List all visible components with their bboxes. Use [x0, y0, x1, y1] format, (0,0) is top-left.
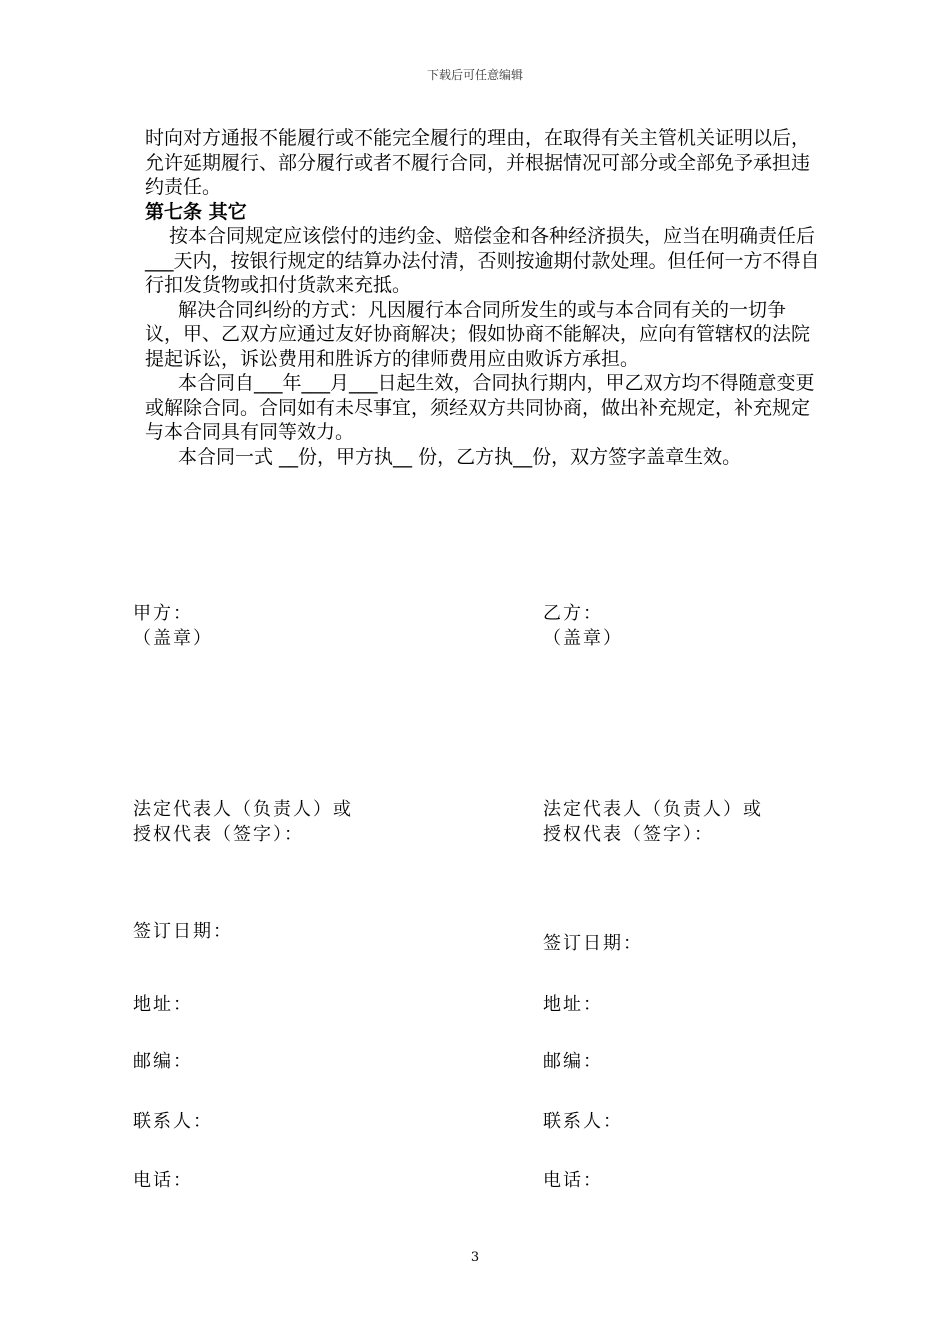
- party-b-sign-date: 签订日期：: [543, 933, 643, 954]
- paragraph-effective-date: 本合同自___年___月___日起生效，合同执行期内，甲乙双方均不得随意变更或解除合同。合同如有未尽事宜，须经双方共同协商，做出补充规定，补充规定与本合同具有同等效力。: [145, 372, 815, 443]
- section-heading-article-7: 第七条 其它: [145, 200, 247, 223]
- party-b-contact: 联系人：: [543, 1111, 623, 1132]
- party-b-address: 地址：: [543, 994, 603, 1015]
- contract-body: [145, 126, 820, 469]
- party-a-sign-date: 签订日期：: [133, 921, 233, 942]
- party-b-seal: （盖章）: [543, 628, 623, 649]
- party-a-label: 甲方：: [133, 603, 193, 624]
- party-a-seal: （盖章）: [133, 628, 213, 649]
- party-b-phone: 电话：: [543, 1170, 603, 1191]
- paragraph-compensation: 按本合同规定应该偿付的违约金、赔偿金和各种经济损失，应当在明确责任后___天内，按银行规定的结算办法付清，否则按逾期付款处理。但任何一方不得自行扣发货物或扣付货款来充抵。: [145, 225, 820, 296]
- page-number: 3: [470, 1250, 480, 1265]
- party-a-representative-line1: 法定代表人（负责人）或: [133, 799, 353, 820]
- paragraph-dispute-resolution: 解决合同纠纷的方式：凡因履行本合同所发生的或与本合同有关的一切争议，甲、乙双方应通过友好协商解决；假如协商不能解决，应向有管辖权的法院提起诉讼，诉讼费用和胜诉方的律师费用应由败诉方承担。: [145, 298, 811, 370]
- page-header: 下载后可任意编辑: [426, 68, 523, 82]
- party-b-representative-line2: 授权代表（签字）：: [543, 824, 714, 845]
- party-a-postcode: 邮编：: [133, 1051, 193, 1072]
- party-a-phone: 电话：: [133, 1170, 193, 1191]
- party-a-contact: 联系人：: [133, 1111, 213, 1132]
- party-b-label: 乙方：: [543, 603, 603, 624]
- party-b-representative-line1: 法定代表人（负责人）或: [543, 799, 763, 820]
- paragraph-copies: 本合同一式 __份，甲方执__ 份，乙方执__份，双方签字盖章生效。: [178, 445, 742, 468]
- party-a-address: 地址：: [133, 994, 193, 1015]
- paragraph-force-majeure: 时向对方通报不能履行或不能完全履行的理由，在取得有关主管机关证明以后，允许延期履行、部分履行或者不履行合同，并根据情况可部分或全部免予承担违约责任。: [145, 127, 811, 198]
- party-a-representative-line2: 授权代表（签字）：: [133, 824, 304, 845]
- party-b-postcode: 邮编：: [543, 1051, 603, 1072]
